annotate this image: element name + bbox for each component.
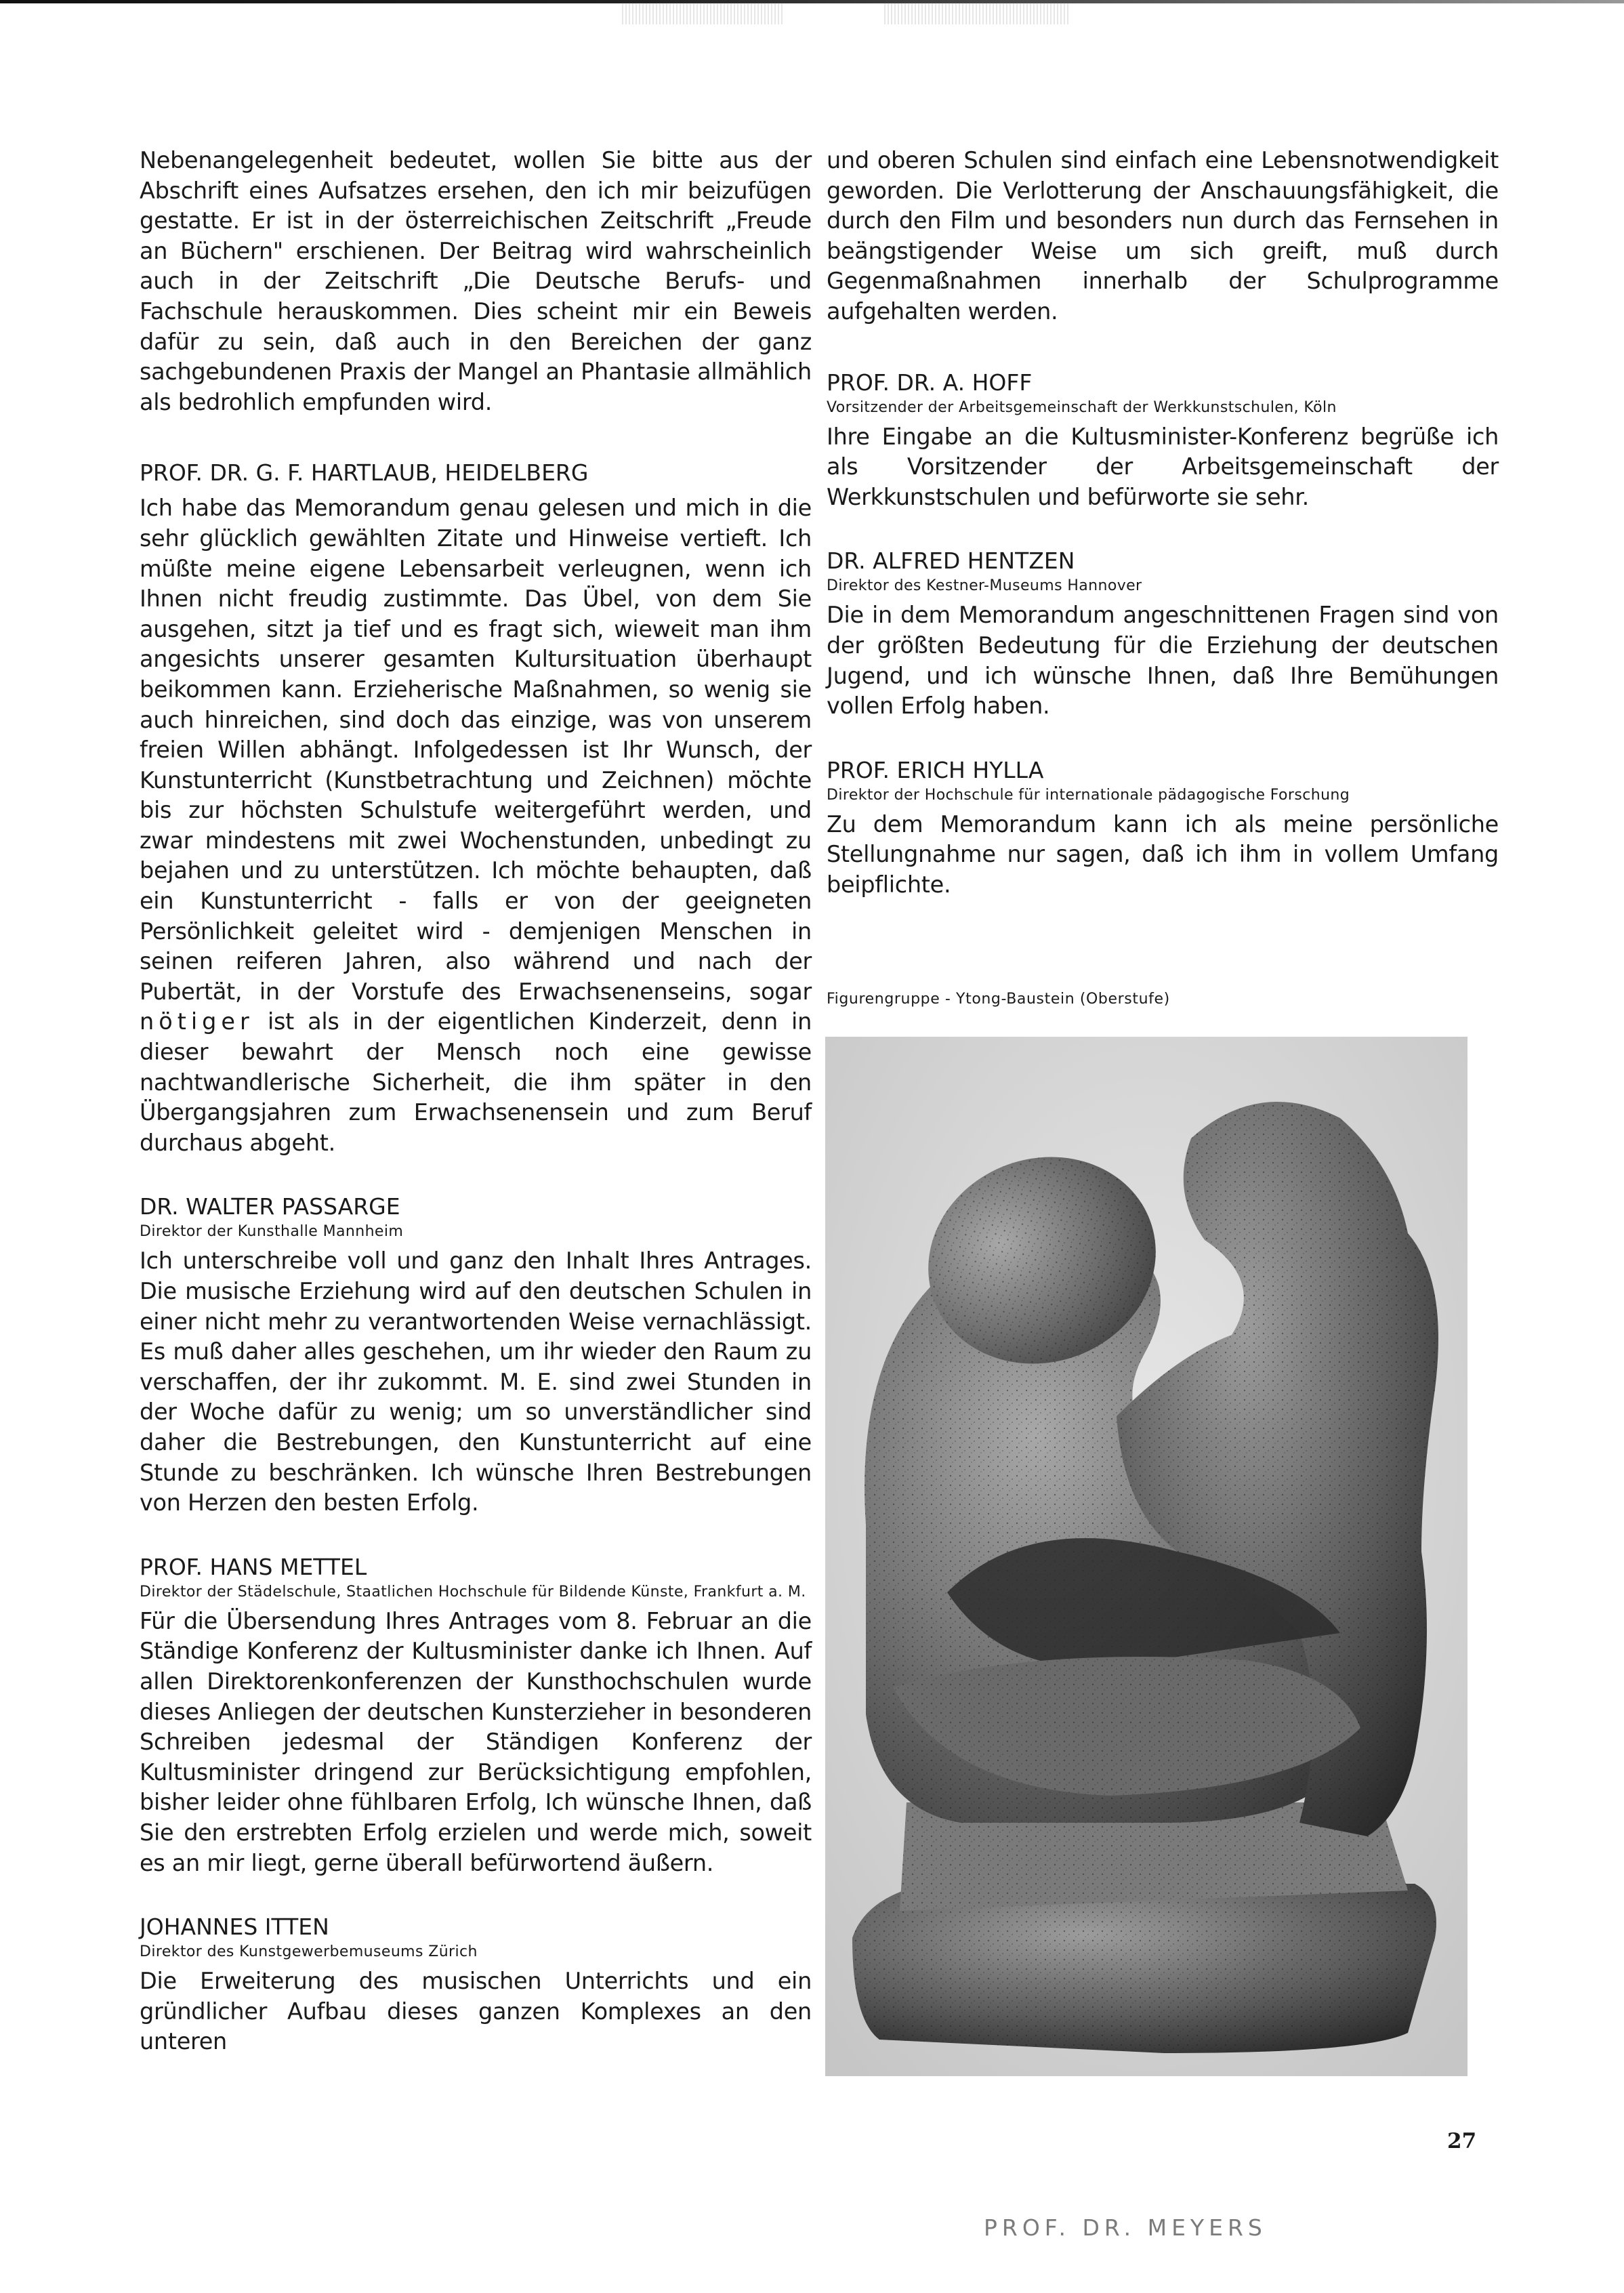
right-column [827, 146, 1499, 901]
statement-hentzen [827, 548, 1499, 721]
statement-itten [140, 1914, 812, 2057]
scan-smudge [884, 3, 1070, 24]
owner-stamp: PROF. DR. MEYERS [984, 2214, 1267, 2241]
statement-hartlaub [140, 459, 812, 1158]
author-name: PROF. DR. G. F. HARTLAUB, HEIDELBERG [140, 459, 589, 487]
emphasized-word: nötiger [140, 1008, 254, 1035]
statement-text-part: ist als in der eigentlichen Kinderzeit, denn in dieser bewahrt der Mensch noch eine gewisse nachtwandlerische Sicherheit, die ihm später in den Übergangsjahren zum Erwachsenensein und zum Beruf durchaus abgeht. [140, 1008, 812, 1156]
statement-passarge [140, 1193, 812, 1518]
author-name: JOHANNES ITTEN [140, 1914, 329, 1941]
statement-text [140, 493, 812, 1158]
author-role: Vorsitzender der Arbeitsgemeinschaft der Werkkunstschulen, Köln [827, 398, 1337, 416]
page-top-edge [0, 0, 1624, 3]
author-role: Direktor des Kunstgewerbemuseums Zürich [140, 1943, 478, 1961]
statement-text: Ich unterschreibe voll und ganz den Inhalt Ihres Antrages. Die musische Erziehung wird auf den deutschen Schulen in einer nicht mehr zu verantwortenden Weise vernachlässigt. Es muß daher alles geschehen, um ihr wieder den Raum zu verschaffen, der ihr zukommt. M. E. sind zwei Stunden in der Woche dafür zu wenig; um so unverständlicher sind daher die Bestrebungen, den Kunstunterricht auf eine Stunde zu beschränken. Ich wünsche Ihren Bestrebungen von Herzen den besten Erfolg. [140, 1247, 812, 1516]
statement-text: Ihre Eingabe an die Kultusminister-Konferenz begrüße ich als Vorsitzender der Arbeitsgemeinschaft der Werkkunstschulen und befürworte sie sehr. [827, 423, 1499, 510]
author-name: PROF. HANS METTEL [140, 1553, 367, 1580]
statement-text: Die Erweiterung des musischen Unterrichts und ein gründlicher Aufbau dieses ganzen Komplexes an den unteren [140, 1968, 812, 2055]
author-role: Direktor der Städelschule, Staatlichen Hochschule für Bildende Künste, Frankfurt a. M. [140, 1583, 806, 1600]
statement-hylla [827, 757, 1499, 901]
author-name: PROF. DR. A. HOFF [827, 369, 1033, 396]
statement-mettel [140, 1554, 812, 1878]
sculpture-illustration [825, 1037, 1467, 2076]
statement-text-part: Ich habe das Memorandum genau gelesen und mich in die sehr glücklich gewählten Zitate und Hinweise vertieft. Ich müßte meine eigene Lebensarbeit verleugnen, wenn ich Ihnen nicht freudig zustimmte. Das Übel, von dem Sie ausgehen, sitzt ja tief und es fragt sich, wieweit man ihm angesichts unserer gesamten Kultursituation überhaupt beikommen kann. Erzieherische Maßnahmen, so wenig sie auch hinreichen, sind doch das einzige, was von unserem freien Willen abhängt. Infolgedessen ist Ihr Wunsch, der Kunstunterricht (Kunstbetrachtung und Zeichnen) möchte bis zur höchsten Schulstufe weitergeführt werden, und zwar mindestens mit zwei Wochenstunden, unbedingt zu bejahen und zu unterstützen. Ich möchte behaupten, daß ein Kunstunterricht - falls er von der geeigneten Persönlichkeit geleitet wird - demjenigen Menschen in seinen reiferen Jahren, also während und nach der Pubertät, in der Vorstufe des Erwachsenenseins, sogar [140, 495, 812, 1005]
intro-paragraph: Nebenangelegenheit bedeutet, wollen Sie bitte aus der Abschrift eines Aufsatzes ersehen, den ich mir beizufügen gestatte. Er ist in der österreichischen Zeitschrift „Freude an Büchern" erschienen. Der Beitrag wird wahrscheinlich auch in der Zeitschrift „Die Deutsche Berufs- und Fachschule herauskommen. Dies scheint mir ein Beweis dafür zu sein, daß auch in den Bereichen der ganz sachgebundenen Praxis der Mangel an Phantasie allmählich als bedrohlich empfunden wird. [140, 147, 812, 415]
continuation-paragraph: und oberen Schulen sind einfach eine Lebensnotwendigkeit geworden. Die Verlotterung der Anschauungsfähigkeit, die durch den Film und besonders nun durch das Fernsehen in beängstigender Weise um sich greift, muß durch Gegenmaßnahmen innerhalb der Schulprogramme aufgehalten werden. [827, 147, 1499, 325]
author-name: PROF. ERICH HYLLA [827, 756, 1044, 783]
statement-hoff [827, 369, 1499, 513]
author-name: DR. WALTER PASSARGE [140, 1193, 400, 1220]
author-role: Direktor des Kestner-Museums Hannover [827, 577, 1142, 595]
author-name: DR. ALFRED HENTZEN [827, 548, 1075, 575]
page-number: 27 [1447, 2129, 1477, 2153]
left-column [140, 146, 812, 2057]
sculpture-photo [825, 1037, 1467, 2076]
author-role: Direktor der Kunsthalle Mannheim [140, 1223, 404, 1241]
scan-smudge [622, 3, 785, 24]
author-role: Direktor der Hochschule für internationale pädagogische Forschung [827, 786, 1350, 804]
statement-text: Die in dem Memorandum angeschnittenen Fragen sind von der größten Bedeutung für die Erziehung der deutschen Jugend, und ich wünsche Ihnen, daß Ihre Bemühungen vollen Erfolg haben. [827, 602, 1499, 720]
statement-text: Für die Übersendung Ihres Antrages vom 8. Februar an die Ständige Konferenz der Kultusminister danke ich Ihnen. Auf allen Direktorenkonferenzen der Kunsthochschulen wurde dieses Anliegen der deutschen Kunsterzieher in besonderen Schreiben jedesmal der Ständigen Konferenz der Kultusminister dringend zur Berücksichtigung empfohlen, bisher leider ohne fühlbaren Erfolg, Ich wünsche Ihnen, daß Sie den erstrebten Erfolg erzielen und werde mich, soweit es an mir liegt, gerne überall befürwortend äußern. [140, 1607, 812, 1876]
statement-text: Zu dem Memorandum kann ich als meine persönliche Stellungnahme nur sagen, daß ich ihm in vollem Umfang beipflichte. [827, 810, 1499, 898]
figure-caption: Figurengruppe - Ytong-Baustein (Oberstufe) [827, 991, 1170, 1008]
